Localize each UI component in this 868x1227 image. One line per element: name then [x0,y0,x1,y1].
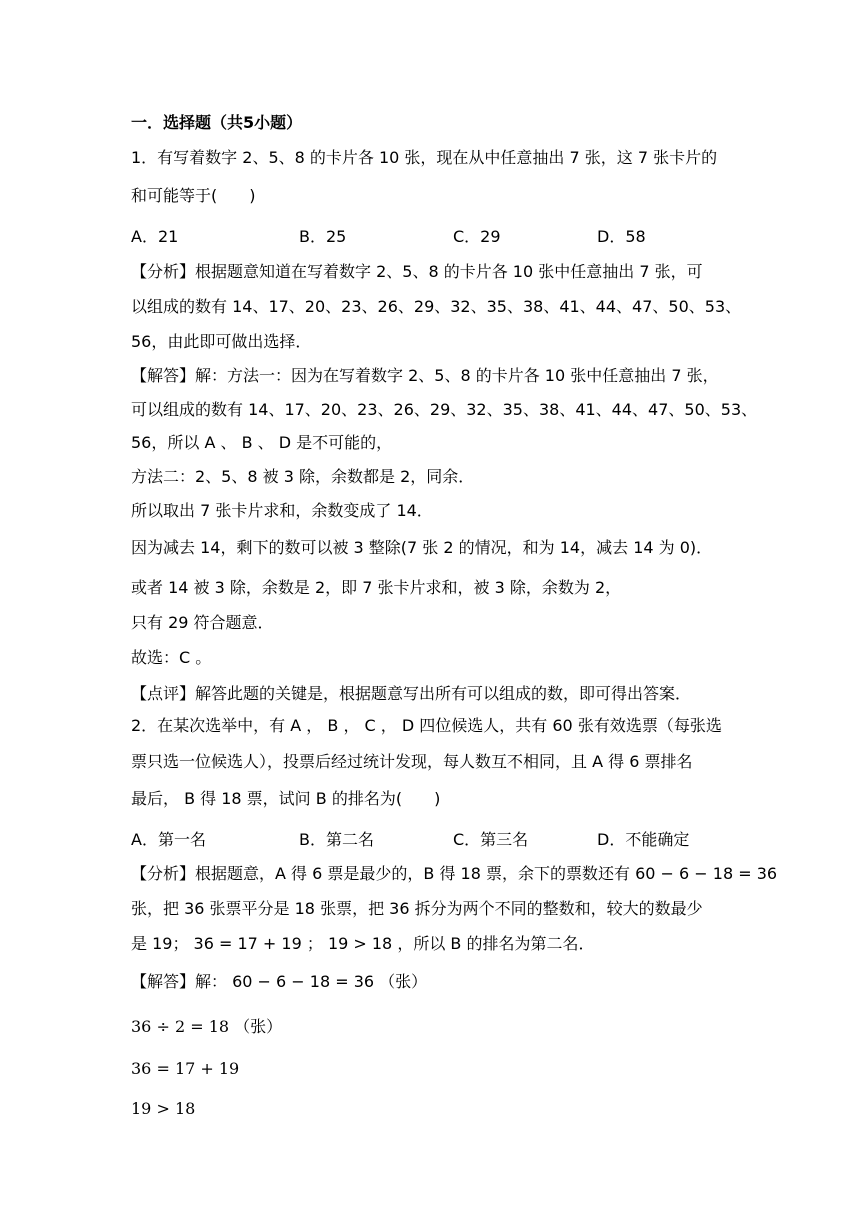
q1-comment: 【点评】解答此题的关键是，根据题意写出所有可以组成的数，即可得出答案． [131,684,692,703]
q1-analysis-line-3: 56，由此即可做出选择． [131,332,312,351]
q2-analysis-line-3: 是 19； 36 = 17 + 19 ； 19 > 18 ，所以 B 的排名为第二名． [131,934,595,953]
q1-option-c: C．29 [453,227,501,246]
q2-option-d: D．不能确定 [597,830,690,849]
q1-solution-line-4: 方法二：2、5、8 被 3 除，余数都是 2，同余． [131,467,475,486]
q1-solution-line-6: 因为减去 14，剩下的数可以被 3 整除(7 张 2 的情况，和为 14，减去 14 为 0)． [131,538,713,557]
q2-option-b: B．第二名 [299,830,374,849]
q2-stem-line-3: 最后， B 得 18 票，试问 B 的排名为( ) [131,789,441,808]
q1-analysis-line-2: 以组成的数有 14、17、20、23、26、29、32、35、38、41、44、47、50、53、 [131,297,742,316]
q1-stem-line-2: 和可能等于( ) [131,186,256,205]
q1-solution-line-7: 或者 14 被 3 除，余数是 2，即 7 张卡片求和，被 3 除，余数为 2， [131,578,622,597]
q1-analysis-line-1: 【分析】根据题意知道在写着数字 2、5、8 的卡片各 10 张中任意抽出 7 张，可 [131,262,703,281]
q2-stem-line-1: 2．在某次选举中，有 A ， B ， C ， D 四位候选人，共有 60 张有效选票（每张选 [131,716,722,735]
q2-stem-line-2: 票只选一位候选人），投票后经过统计发现，每人数互不相同，且 A 得 6 票排名 [131,752,693,771]
q1-option-a: A．21 [131,227,179,246]
q1-option-d: D．58 [597,227,646,246]
q2-calc-2: 36 = 17 + 19 [131,1059,240,1078]
section-title: 一．选择题（共5小题） [131,113,303,132]
q1-option-b: B．25 [299,227,347,246]
q1-solution-line-3: 56，所以 A 、 B 、 D 是不可能的， [131,433,393,452]
q1-choose: 故选：C 。 [131,648,212,667]
q2-calc-3: 19 > 18 [131,1099,196,1118]
q2-option-c: C．第三名 [453,830,529,849]
q2-analysis-line-2: 张，把 36 张票平分是 18 张票，把 36 拆分为两个不同的整数和，较大的数最少 [131,899,703,918]
q1-solution-line-2: 可以组成的数有 14、17、20、23、26、29、32、35、38、41、44、47、50、53、 [131,400,758,419]
q1-solution-line-5: 所以取出 7 张卡片求和，余数变成了 14． [131,501,433,520]
q2-calc-1: 36 ÷ 2 = 18 （张） [131,1017,283,1036]
q1-stem-line-1: 1．有写着数字 2、5、8 的卡片各 10 张，现在从中任意抽出 7 张，这 7 张卡片的 [131,148,718,167]
q1-solution-line-8: 只有 29 符合题意． [131,613,274,632]
q2-solution-line-1: 【解答】解： 60 − 6 − 18 = 36 （张） [131,972,428,991]
q2-analysis-line-1: 【分析】根据题意，A 得 6 票是最少的，B 得 18 票，余下的票数还有 60 − 6 − 18 = 36 [131,864,778,883]
q1-solution-line-1: 【解答】解：方法一：因为在写着数字 2、5、8 的卡片各 10 张中任意抽出 7 张， [131,366,719,385]
q2-option-a: A．第一名 [131,830,206,849]
